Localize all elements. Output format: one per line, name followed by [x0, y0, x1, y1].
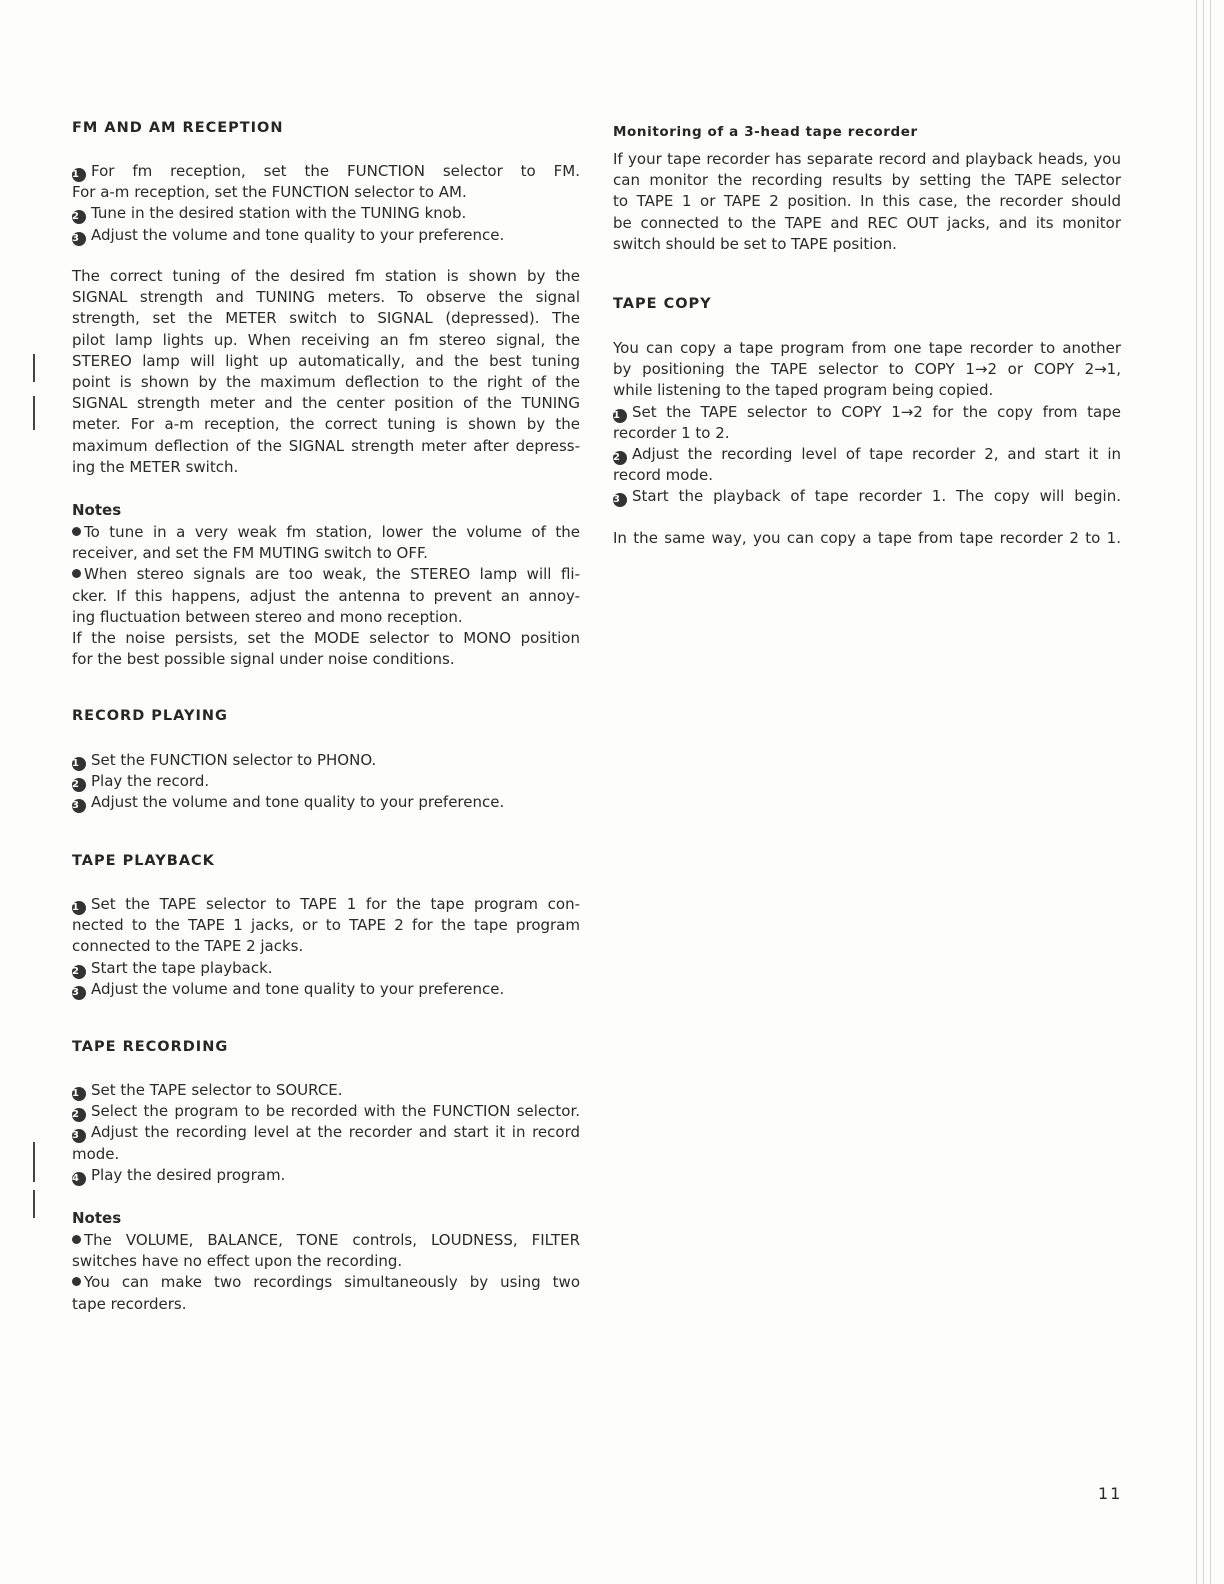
paragraph-line: while listening to the taped program being copied.: [613, 381, 994, 400]
note-line: tape recorders.: [72, 1294, 187, 1313]
step-line: 3 Adjust the recording level at the recorder and start it in record: [72, 1123, 580, 1142]
step-marker: 4: [72, 1172, 86, 1186]
tape-copy-closing: [613, 528, 1121, 549]
fm-notes-label: Notes: [72, 501, 122, 519]
page-edge-rule: [1196, 0, 1197, 1584]
fm-am-steps: [72, 161, 580, 246]
fm-am-heading: FM AND AM RECEPTION: [72, 120, 284, 136]
step-marker: 1: [72, 901, 86, 915]
step-line: 2 Start the tape playback.: [72, 958, 273, 977]
step-line: nected to the TAPE 1 jacks, or to TAPE 2 for the tape program: [72, 916, 580, 935]
note-line: You can make two recordings simultaneously by using two: [72, 1272, 580, 1293]
note-line: If the noise persists, set the MODE selector to MONO position: [72, 628, 580, 647]
paragraph-line: pilot lamp lights up. When receiving an fm stereo signal, the: [72, 330, 580, 349]
step-line: 1 Set the TAPE selector to TAPE 1 for the tape program con-: [72, 895, 580, 913]
step-line: 1 For fm reception, set the FUNCTION selector to FM.: [72, 162, 580, 180]
tape-copy-heading: TAPE COPY: [613, 296, 712, 312]
monitoring-heading: Monitoring of a 3-head tape recorder: [613, 124, 918, 140]
step-line: 3 Adjust the volume and tone quality to your preference.: [72, 979, 505, 998]
note-line: ing fluctuation between stereo and mono reception.: [72, 607, 463, 626]
step-marker: 3: [72, 1129, 86, 1143]
page-edge-rule: [1203, 0, 1204, 1584]
step-line: 2 Tune in the desired station with the TUNING knob.: [72, 204, 467, 223]
step-marker: 2: [72, 1108, 86, 1122]
bullet-icon: [72, 527, 81, 536]
step-marker: 1: [72, 757, 86, 771]
step-line: 1 Set the FUNCTION selector to PHONO.: [72, 751, 377, 769]
paragraph-line: by positioning the TAPE selector to COPY 1→2 or COPY 2→1,: [613, 360, 1121, 379]
step-marker: 2: [72, 965, 86, 979]
step-line: 1 Set the TAPE selector to SOURCE.: [72, 1081, 343, 1099]
page-edge-rule: [1210, 0, 1211, 1584]
step-marker: 1: [72, 1087, 86, 1101]
tape-playback-heading: TAPE PLAYBACK: [72, 853, 215, 869]
note-line: for the best possible signal under noise conditions.: [72, 650, 455, 669]
paragraph-line: strength, set the METER switch to SIGNAL (depressed). The: [72, 309, 580, 328]
paragraph-line: STEREO lamp will light up automatically, and the best tuning: [72, 351, 580, 370]
paragraph-line: The correct tuning of the desired fm station is shown by the: [72, 267, 580, 285]
recording-notes: [72, 1230, 580, 1315]
paragraph-line: SIGNAL strength and TUNING meters. To observe the signal: [72, 288, 580, 307]
note-line: receiver, and set the FM MUTING switch to OFF.: [72, 544, 428, 563]
note-line: When stereo signals are too weak, the STEREO lamp will fli-: [72, 564, 580, 585]
paragraph-line: switch should be set to TAPE position.: [613, 234, 897, 253]
paragraph-line: SIGNAL strength meter and the center position of the TUNING: [72, 394, 580, 413]
record-playing-heading: RECORD PLAYING: [72, 708, 228, 724]
paragraph-line: maximum deflection of the SIGNAL strength meter after depress-: [72, 436, 580, 455]
step-line: 2 Select the program to be recorded with the FUNCTION selector.: [72, 1102, 580, 1121]
monitoring-paragraph: [613, 149, 1121, 255]
step-marker: 1: [613, 409, 627, 423]
note-line: To tune in a very weak fm station, lower the volume of the: [72, 522, 580, 543]
step-line: recorder 1 to 2.: [613, 423, 730, 442]
fm-tuning-paragraph: [72, 266, 580, 478]
margin-mark: [33, 354, 35, 382]
tape-recording-heading: TAPE RECORDING: [72, 1039, 229, 1055]
step-marker: 2: [72, 210, 86, 224]
margin-mark: [33, 1142, 35, 1182]
step-line: 4 Play the desired program.: [72, 1165, 286, 1184]
step-line: mode.: [72, 1144, 120, 1163]
tape-copy-body: [613, 338, 1121, 508]
step-line: 1 Set the TAPE selector to COPY 1→2 for the copy from tape: [613, 402, 1121, 421]
paragraph-line: be connected to the TAPE and REC OUT jacks, and its monitor: [613, 213, 1121, 232]
paragraph-line: You can copy a tape program from one tape recorder to another: [613, 339, 1121, 357]
step-line: 2 Adjust the recording level of tape recorder 2, and start it in: [613, 444, 1121, 463]
page-number: 11: [1098, 1484, 1123, 1503]
step-marker: 1: [72, 168, 86, 182]
paragraph-line: ing the METER switch.: [72, 457, 239, 476]
step-marker: 3: [72, 986, 86, 1000]
bullet-icon: [72, 569, 81, 578]
paragraph-line: point is shown by the maximum deflection to the right of the: [72, 372, 580, 391]
bullet-icon: [72, 1277, 81, 1286]
recording-notes-label: Notes: [72, 1209, 122, 1227]
margin-mark: [33, 396, 35, 430]
step-line: 3 Adjust the volume and tone quality to your preference.: [72, 793, 505, 812]
paragraph-line: In the same way, you can copy a tape from tape recorder 2 to 1.: [613, 529, 1121, 547]
note-line: cker. If this happens, adjust the antenna to prevent an annoy-: [72, 586, 580, 605]
note-line: The VOLUME, BALANCE, TONE controls, LOUDNESS, FILTER: [72, 1230, 580, 1251]
note-line: switches have no effect upon the recording.: [72, 1252, 403, 1271]
paragraph-line: can monitor the recording results by setting the TAPE selector: [613, 171, 1121, 190]
step-marker: 2: [613, 451, 627, 465]
step-marker: 3: [72, 232, 86, 246]
paragraph-line: meter. For a-m reception, the correct tuning is shown by the: [72, 415, 580, 434]
step-line: 3 Start the playback of tape recorder 1. The copy will begin.: [613, 487, 1121, 506]
paragraph-line: to TAPE 1 or TAPE 2 position. In this case, the recorder should: [613, 192, 1121, 211]
step-line: record mode.: [613, 466, 713, 485]
step-line: 2 Play the record.: [72, 772, 210, 791]
step-marker: 2: [72, 778, 86, 792]
step-line: For a-m reception, set the FUNCTION selector to AM.: [72, 183, 467, 202]
margin-mark: [33, 1190, 35, 1218]
step-line: 3 Adjust the volume and tone quality to your preference.: [72, 225, 505, 244]
record-playing-steps: [72, 750, 580, 814]
step-marker: 3: [613, 493, 627, 507]
bullet-icon: [72, 1235, 81, 1244]
tape-recording-steps: [72, 1080, 580, 1186]
paragraph-line: If your tape recorder has separate record and playback heads, you: [613, 150, 1121, 168]
step-line: connected to the TAPE 2 jacks.: [72, 937, 304, 956]
step-marker: 3: [72, 799, 86, 813]
tape-playback-steps: [72, 894, 580, 1000]
fm-notes: [72, 522, 580, 670]
